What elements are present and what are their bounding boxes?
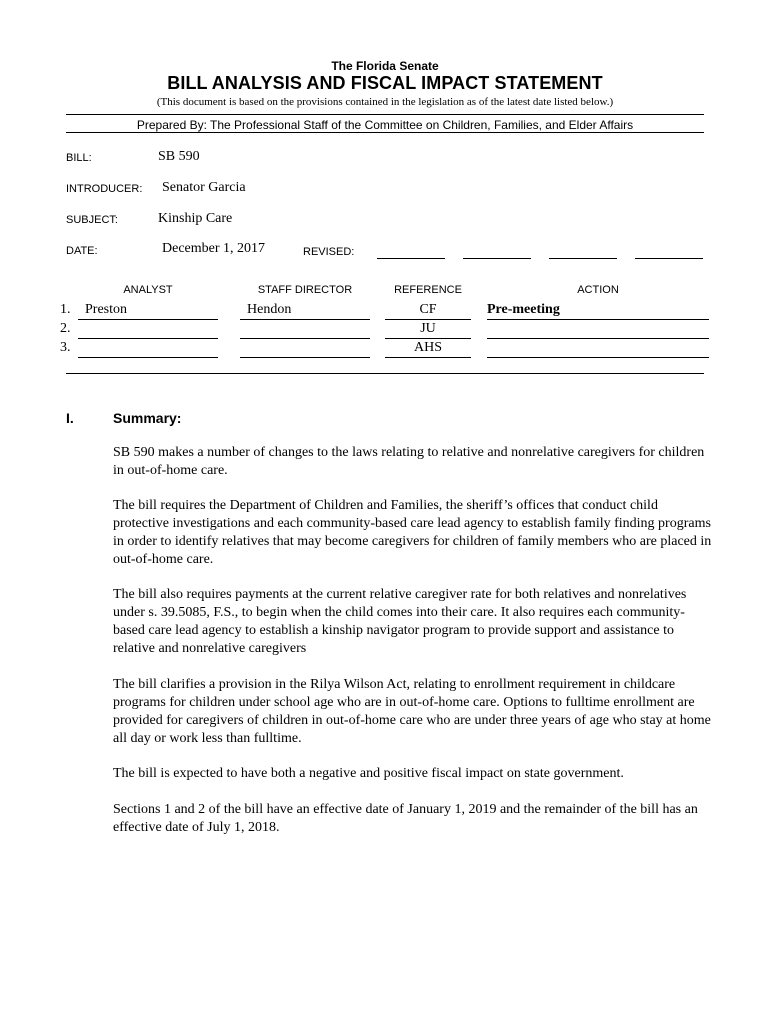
section-title: Summary: — [113, 410, 182, 426]
summary-paragraph: The bill also requires payments at the current relative caregiver rate for both relatives and nonrelatives under s. 39.5085, F.S., to begin when the child comes into their care. It also requires each community-based care lead agency to establish a kinship navigator program to provide support and assistance to relative and nonrelative caregivers — [113, 587, 687, 656]
row-number: 2. — [60, 321, 71, 336]
analyst-cell — [78, 320, 218, 339]
reference-cell: CF — [385, 301, 471, 320]
revised-line-3 — [549, 258, 617, 259]
director-name: Hendon — [247, 302, 292, 317]
summary-paragraph: The bill requires the Department of Children and Families, the sheriff’s offices that conduct child protective investigations and each community-based care lead agency to establish family finding programs in order to identify relatives that may become caregivers for children of family members who are placed in out-of-home care. — [113, 498, 712, 567]
bill-label: BILL: — [66, 152, 92, 164]
summary-paragraph: The bill clarifies a provision in the Rilya Wilson Act, relating to enrollment requirement in childcare programs for children under school age who are in out-of-home care. Options to fulltime enrollment are provided for caregivers of children in out-of-home care who are under three years of age who stay at home all day or work less than fulltime. — [113, 677, 711, 746]
col-header-staff-director: STAFF DIRECTOR — [257, 284, 353, 296]
col-header-reference: REFERENCE — [394, 284, 462, 296]
date-label: DATE: — [66, 245, 98, 257]
director-cell — [240, 301, 370, 320]
reference-cell: AHS — [385, 339, 471, 358]
analyst-name: Preston — [85, 302, 127, 317]
subject-value: Kinship Care — [158, 211, 233, 226]
bill-value: SB 590 — [158, 149, 200, 164]
action-cell: Pre-meeting — [487, 301, 709, 320]
date-value: December 1, 2017 — [162, 241, 266, 256]
revised-line-1 — [377, 258, 445, 259]
row-number: 3. — [60, 340, 71, 355]
divider-prepared — [66, 132, 704, 133]
director-cell — [240, 320, 370, 339]
summary-paragraph: SB 590 makes a number of changes to the laws relating to relative and nonrelative caregivers for children in out-of-home care. — [113, 445, 705, 478]
director-cell — [240, 339, 370, 358]
action-cell — [487, 320, 709, 339]
revised-line-4 — [635, 258, 703, 259]
analyst-cell — [78, 339, 218, 358]
prepared-by: Prepared By: The Professional Staff of the Committee on Children, Families, and Elder Affairs — [136, 118, 634, 132]
senate-name: The Florida Senate — [331, 59, 439, 73]
divider-top — [66, 114, 704, 115]
action-cell — [487, 339, 709, 358]
summary-paragraph: Sections 1 and 2 of the bill have an effective date of January 1, 2019 and the remainder of the bill has an effective date of July 1, 2018. — [113, 802, 698, 835]
divider-table — [66, 373, 704, 374]
col-header-analyst: ANALYST — [123, 284, 173, 296]
analyst-cell — [78, 301, 218, 320]
subject-label: SUBJECT: — [66, 214, 118, 226]
document-title: BILL ANALYSIS AND FISCAL IMPACT STATEMENT — [167, 73, 603, 93]
introducer-value: Senator Garcia — [162, 180, 246, 195]
reference-cell: JU — [385, 320, 471, 339]
revised-line-2 — [463, 258, 531, 259]
row-number: 1. — [60, 302, 71, 317]
introducer-label: INTRODUCER: — [66, 183, 143, 195]
revised-label: REVISED: — [303, 246, 355, 258]
document-note: (This document is based on the provisions contained in the legislation as of the latest date listed below.) — [156, 96, 614, 108]
section-number: I. — [66, 410, 74, 426]
col-header-action: ACTION — [577, 284, 619, 296]
summary-paragraph: The bill is expected to have both a negative and positive fiscal impact on state government. — [113, 766, 624, 781]
